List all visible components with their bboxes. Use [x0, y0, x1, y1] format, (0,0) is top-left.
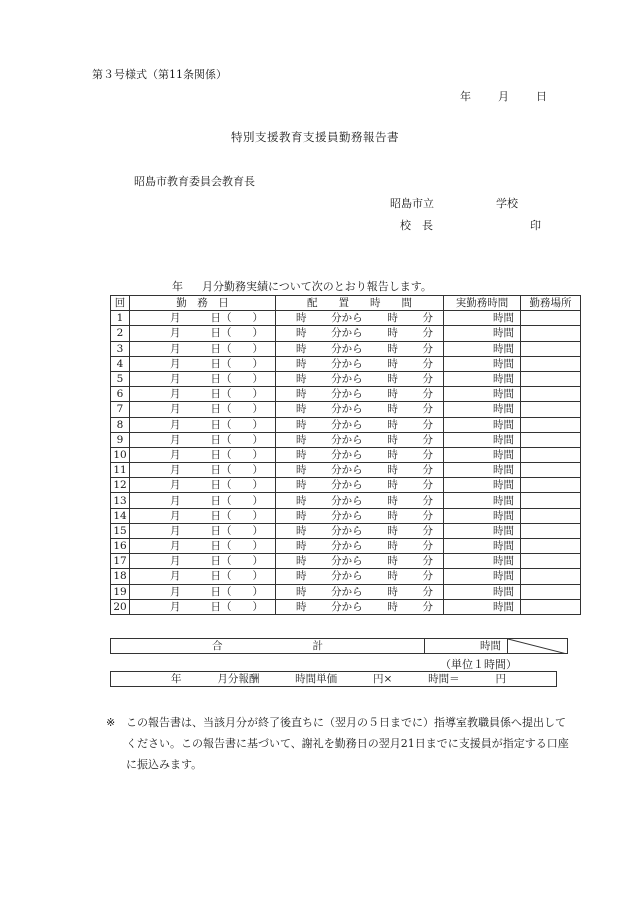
work-place-cell[interactable]: [521, 523, 581, 538]
pay-row: [111, 672, 557, 687]
work-date-cell[interactable]: [130, 341, 276, 356]
start-hour-label: 時: [296, 600, 307, 613]
table-row: [111, 584, 581, 599]
work-date-cell[interactable]: [130, 387, 276, 402]
unit-note: （単位１時間）: [440, 658, 517, 671]
end-min-label: 分: [422, 342, 433, 355]
intro-text: 月分勤務実績について次のとおり報告します。: [202, 280, 432, 293]
table-row: [111, 478, 581, 493]
intro-sentence: [172, 278, 432, 294]
work-date-cell[interactable]: [130, 523, 276, 538]
end-hour-label: 時: [387, 373, 398, 386]
assigned-time-cell[interactable]: [276, 432, 444, 447]
date-month-label: 月: [170, 373, 181, 386]
date-day-label: 日（ ）: [210, 357, 263, 370]
end-min-label: 分: [422, 388, 433, 401]
actual-hours-cell[interactable]: 時間: [444, 311, 521, 326]
assigned-time-cell[interactable]: [276, 387, 444, 402]
date-month-label: 月: [170, 600, 181, 613]
principal-line: [400, 217, 541, 233]
from-label: 分から: [331, 388, 363, 401]
start-hour-label: 時: [296, 494, 307, 507]
assigned-time-cell[interactable]: [276, 493, 444, 508]
date-day-label: 日（ ）: [210, 418, 263, 431]
addressee: 昭島市教育委員会教育長: [134, 175, 255, 188]
date-day-label: 日（ ）: [210, 570, 263, 583]
end-min-label: 分: [422, 555, 433, 568]
date-month-label: 月: [170, 509, 181, 522]
pay-hours-eq: 時間＝: [428, 673, 460, 685]
table-row: [111, 387, 581, 402]
school-prefix: 昭島市立: [390, 197, 434, 210]
pay-table: [110, 671, 557, 687]
date-month-label: 月: [170, 494, 181, 507]
total-table: [110, 638, 568, 654]
start-hour-label: 時: [296, 357, 307, 370]
start-hour-label: 時: [296, 509, 307, 522]
table-body: [111, 311, 581, 615]
assigned-time-cell[interactable]: [276, 326, 444, 341]
row-number: 8: [111, 417, 130, 432]
principal-label: 校 長: [400, 219, 433, 232]
work-date-cell[interactable]: [130, 417, 276, 432]
actual-hours-cell[interactable]: 時間: [444, 387, 521, 402]
date-month-label: 月: [170, 403, 181, 416]
work-date-cell[interactable]: [130, 463, 276, 478]
date-day-label: 日（ ）: [210, 448, 263, 461]
end-min-label: 分: [422, 327, 433, 340]
end-min-label: 分: [422, 373, 433, 386]
work-place-cell[interactable]: [521, 554, 581, 569]
pay-yen-times: 円×: [372, 673, 393, 685]
date-month-label: 月: [170, 585, 181, 598]
actual-hours-cell[interactable]: 時間: [444, 371, 521, 386]
row-number: 12: [111, 478, 130, 493]
work-date-cell[interactable]: [130, 584, 276, 599]
row-number: 2: [111, 326, 130, 341]
end-min-label: 分: [422, 448, 433, 461]
form-number: 第３号様式（第11条関係）: [92, 68, 227, 81]
date-day-label: 日（ ）: [210, 585, 263, 598]
date-month-label: 月: [170, 464, 181, 477]
end-min-label: 分: [422, 585, 433, 598]
date-day-label: 日（ ）: [210, 540, 263, 553]
date-day-label: 日（ ）: [210, 327, 263, 340]
work-place-cell[interactable]: [521, 463, 581, 478]
from-label: 分から: [331, 373, 363, 386]
pay-month-label: 月分報酬: [217, 673, 260, 685]
row-number: 14: [111, 508, 130, 523]
from-label: 分から: [331, 509, 363, 522]
end-hour-label: 時: [387, 494, 398, 507]
assigned-time-cell[interactable]: [276, 569, 444, 584]
actual-hours-cell[interactable]: 時間: [444, 508, 521, 523]
total-label-a: 合: [212, 640, 223, 652]
diagonal-line: [508, 639, 567, 654]
start-hour-label: 時: [296, 464, 307, 477]
intro-year: 年: [172, 280, 183, 293]
row-number: 4: [111, 356, 130, 371]
actual-hours-cell[interactable]: 時間: [444, 341, 521, 356]
end-hour-label: 時: [387, 448, 398, 461]
header-place: 勤務場所: [521, 296, 581, 311]
work-date-cell[interactable]: [130, 478, 276, 493]
total-diagonal-cell: [508, 639, 568, 654]
end-hour-label: 時: [387, 418, 398, 431]
end-hour-label: 時: [387, 585, 398, 598]
end-hour-label: 時: [387, 388, 398, 401]
date-month-label: 月: [170, 570, 181, 583]
row-number: 1: [111, 311, 130, 326]
header-hours: 実勤務時間: [444, 296, 521, 311]
school-line: [390, 195, 518, 211]
end-min-label: 分: [422, 524, 433, 537]
assigned-time-cell[interactable]: [276, 371, 444, 386]
table-row: [111, 371, 581, 386]
assigned-time-cell[interactable]: [276, 402, 444, 417]
actual-hours-cell[interactable]: 時間: [444, 569, 521, 584]
start-hour-label: 時: [296, 373, 307, 386]
date-day-label: 日（ ）: [210, 312, 263, 325]
assigned-time-cell[interactable]: [276, 554, 444, 569]
end-hour-label: 時: [387, 479, 398, 492]
assigned-time-cell[interactable]: [276, 341, 444, 356]
assigned-time-cell[interactable]: [276, 417, 444, 432]
pay-rate-label: 時間単価: [295, 673, 338, 685]
end-min-label: 分: [422, 600, 433, 613]
assigned-time-cell[interactable]: [276, 311, 444, 326]
table-row: [111, 463, 581, 478]
start-hour-label: 時: [296, 555, 307, 568]
end-min-label: 分: [422, 418, 433, 431]
actual-hours-cell[interactable]: 時間: [444, 432, 521, 447]
note-text: この報告書は、当該月分が終了後直ちに（翌月の５日までに）指導室教職員係へ提出してください。この報告書に基づいて、謝礼を勤務日の翌月21日までに支援員が指定する口座に振込みます。: [126, 716, 569, 771]
start-hour-label: 時: [296, 479, 307, 492]
work-place-cell[interactable]: [521, 311, 581, 326]
from-label: 分から: [331, 418, 363, 431]
from-label: 分から: [331, 585, 363, 598]
table-row: [111, 356, 581, 371]
from-label: 分から: [331, 342, 363, 355]
date-day-label: 日（ ）: [210, 524, 263, 537]
assigned-time-cell[interactable]: [276, 599, 444, 614]
end-min-label: 分: [422, 403, 433, 416]
actual-hours-cell[interactable]: 時間: [444, 493, 521, 508]
row-number: 5: [111, 371, 130, 386]
work-date-cell[interactable]: [130, 554, 276, 569]
row-number: 9: [111, 432, 130, 447]
from-label: 分から: [331, 448, 363, 461]
date-day: 日: [536, 90, 547, 103]
from-label: 分から: [331, 555, 363, 568]
pay-cell[interactable]: [111, 672, 557, 687]
date-month-label: 月: [170, 540, 181, 553]
start-hour-label: 時: [296, 524, 307, 537]
work-date-cell[interactable]: [130, 326, 276, 341]
work-date-cell[interactable]: [130, 539, 276, 554]
actual-hours-cell[interactable]: 時間: [444, 447, 521, 462]
table-row: [111, 311, 581, 326]
date-day-label: 日（ ）: [210, 342, 263, 355]
row-number: 16: [111, 539, 130, 554]
work-place-cell[interactable]: [521, 478, 581, 493]
end-min-label: 分: [422, 570, 433, 583]
start-hour-label: 時: [296, 570, 307, 583]
table-header-row: [111, 296, 581, 311]
date-year: 年: [460, 90, 471, 103]
row-number: 7: [111, 402, 130, 417]
date-month-label: 月: [170, 524, 181, 537]
work-place-cell[interactable]: [521, 341, 581, 356]
end-hour-label: 時: [387, 570, 398, 583]
start-hour-label: 時: [296, 312, 307, 325]
end-hour-label: 時: [387, 524, 398, 537]
table-row: [111, 447, 581, 462]
work-place-cell[interactable]: [521, 584, 581, 599]
actual-hours-cell[interactable]: 時間: [444, 326, 521, 341]
from-label: 分から: [331, 433, 363, 446]
date-month-label: 月: [170, 357, 181, 370]
assigned-time-cell[interactable]: [276, 508, 444, 523]
header-no: 回: [111, 296, 130, 311]
end-hour-label: 時: [387, 433, 398, 446]
work-place-cell[interactable]: [521, 432, 581, 447]
actual-hours-cell[interactable]: 時間: [444, 554, 521, 569]
date-day-label: 日（ ）: [210, 555, 263, 568]
date-day-label: 日（ ）: [210, 479, 263, 492]
work-place-cell[interactable]: [521, 371, 581, 386]
pay-yen: 円: [495, 673, 506, 685]
table-row: [111, 554, 581, 569]
date-month-label: 月: [170, 479, 181, 492]
table-row: [111, 508, 581, 523]
row-number: 3: [111, 341, 130, 356]
start-hour-label: 時: [296, 418, 307, 431]
row-number: 20: [111, 599, 130, 614]
header-date: 勤 務 日: [130, 296, 276, 311]
work-log-table: [110, 295, 581, 615]
actual-hours-cell[interactable]: 時間: [444, 463, 521, 478]
date-month-label: 月: [170, 433, 181, 446]
start-hour-label: 時: [296, 327, 307, 340]
work-date-cell[interactable]: [130, 356, 276, 371]
from-label: 分から: [331, 312, 363, 325]
header-time: 配 置 時 間: [276, 296, 444, 311]
work-date-cell[interactable]: [130, 493, 276, 508]
work-date-cell[interactable]: [130, 432, 276, 447]
assigned-time-cell[interactable]: [276, 356, 444, 371]
work-date-cell[interactable]: [130, 599, 276, 614]
work-place-cell[interactable]: [521, 326, 581, 341]
date-day-label: 日（ ）: [210, 464, 263, 477]
date-month: 月: [498, 90, 509, 103]
work-place-cell[interactable]: [521, 508, 581, 523]
work-place-cell[interactable]: [521, 539, 581, 554]
work-date-cell[interactable]: [130, 371, 276, 386]
table-row: [111, 417, 581, 432]
work-date-cell[interactable]: [130, 508, 276, 523]
table-row: [111, 523, 581, 538]
date-day-label: 日（ ）: [210, 600, 263, 613]
assigned-time-cell[interactable]: [276, 463, 444, 478]
date-month-label: 月: [170, 448, 181, 461]
end-hour-label: 時: [387, 540, 398, 553]
end-hour-label: 時: [387, 327, 398, 340]
from-label: 分から: [331, 494, 363, 507]
document-title: 特別支援教育支援員勤務報告書: [231, 130, 399, 144]
end-min-label: 分: [422, 464, 433, 477]
start-hour-label: 時: [296, 448, 307, 461]
end-min-label: 分: [422, 479, 433, 492]
table-row: [111, 569, 581, 584]
end-hour-label: 時: [387, 600, 398, 613]
assigned-time-cell[interactable]: [276, 539, 444, 554]
from-label: 分から: [331, 479, 363, 492]
end-hour-label: 時: [387, 403, 398, 416]
row-number: 19: [111, 584, 130, 599]
assigned-time-cell[interactable]: [276, 447, 444, 462]
end-min-label: 分: [422, 494, 433, 507]
assigned-time-cell[interactable]: [276, 478, 444, 493]
end-min-label: 分: [422, 433, 433, 446]
row-number: 10: [111, 447, 130, 462]
table-row: [111, 599, 581, 614]
actual-hours-cell[interactable]: 時間: [444, 523, 521, 538]
date-month-label: 月: [170, 342, 181, 355]
from-label: 分から: [331, 524, 363, 537]
date-month-label: 月: [170, 418, 181, 431]
seal-mark: 印: [530, 219, 541, 232]
date-day-label: 日（ ）: [210, 388, 263, 401]
work-place-cell[interactable]: [521, 493, 581, 508]
work-date-cell[interactable]: [130, 402, 276, 417]
from-label: 分から: [331, 357, 363, 370]
total-label: [111, 639, 425, 654]
date-month-label: 月: [170, 555, 181, 568]
date-day-label: 日（ ）: [210, 403, 263, 416]
school-suffix: 学校: [496, 197, 518, 210]
total-row: [111, 639, 568, 654]
work-place-cell[interactable]: [521, 356, 581, 371]
end-min-label: 分: [422, 540, 433, 553]
end-hour-label: 時: [387, 509, 398, 522]
from-label: 分から: [331, 327, 363, 340]
table-row: [111, 341, 581, 356]
end-min-label: 分: [422, 312, 433, 325]
date-month-label: 月: [170, 312, 181, 325]
work-date-cell[interactable]: [130, 447, 276, 462]
actual-hours-cell[interactable]: 時間: [444, 539, 521, 554]
actual-hours-cell[interactable]: 時間: [444, 417, 521, 432]
actual-hours-cell[interactable]: 時間: [444, 478, 521, 493]
work-place-cell[interactable]: [521, 417, 581, 432]
date-day-label: 日（ ）: [210, 494, 263, 507]
work-place-cell[interactable]: [521, 387, 581, 402]
pay-year: 年: [171, 673, 182, 685]
end-hour-label: 時: [387, 357, 398, 370]
date-month-label: 月: [170, 388, 181, 401]
actual-hours-cell[interactable]: 時間: [444, 599, 521, 614]
from-label: 分から: [331, 464, 363, 477]
work-place-cell[interactable]: [521, 569, 581, 584]
table-row: [111, 326, 581, 341]
date-line: [460, 88, 547, 104]
start-hour-label: 時: [296, 585, 307, 598]
date-day-label: 日（ ）: [210, 509, 263, 522]
actual-hours-cell[interactable]: 時間: [444, 356, 521, 371]
assigned-time-cell[interactable]: [276, 523, 444, 538]
actual-hours-cell[interactable]: 時間: [444, 402, 521, 417]
work-place-cell[interactable]: [521, 402, 581, 417]
row-number: 13: [111, 493, 130, 508]
end-min-label: 分: [422, 357, 433, 370]
end-hour-label: 時: [387, 312, 398, 325]
date-day-label: 日（ ）: [210, 373, 263, 386]
from-label: 分から: [331, 403, 363, 416]
start-hour-label: 時: [296, 342, 307, 355]
table-row: [111, 493, 581, 508]
end-hour-label: 時: [387, 342, 398, 355]
end-min-label: 分: [422, 509, 433, 522]
row-number: 15: [111, 523, 130, 538]
assigned-time-cell[interactable]: [276, 584, 444, 599]
work-date-cell[interactable]: [130, 569, 276, 584]
total-label-b: 計: [312, 640, 323, 652]
start-hour-label: 時: [296, 433, 307, 446]
date-day-label: 日（ ）: [210, 433, 263, 446]
date-month-label: 月: [170, 327, 181, 340]
from-label: 分から: [331, 600, 363, 613]
start-hour-label: 時: [296, 388, 307, 401]
from-label: 分から: [331, 570, 363, 583]
end-hour-label: 時: [387, 555, 398, 568]
actual-hours-cell[interactable]: 時間: [444, 584, 521, 599]
row-number: 18: [111, 569, 130, 584]
table-row: [111, 402, 581, 417]
note-mark: ※: [106, 716, 116, 729]
start-hour-label: 時: [296, 540, 307, 553]
footnote: [106, 712, 576, 775]
work-date-cell[interactable]: [130, 311, 276, 326]
work-place-cell[interactable]: [521, 599, 581, 614]
row-number: 11: [111, 463, 130, 478]
total-hours[interactable]: 時間: [425, 639, 508, 654]
row-number: 6: [111, 387, 130, 402]
from-label: 分から: [331, 540, 363, 553]
row-number: 17: [111, 554, 130, 569]
start-hour-label: 時: [296, 403, 307, 416]
end-hour-label: 時: [387, 464, 398, 477]
table-row: [111, 432, 581, 447]
work-place-cell[interactable]: [521, 447, 581, 462]
table-row: [111, 539, 581, 554]
